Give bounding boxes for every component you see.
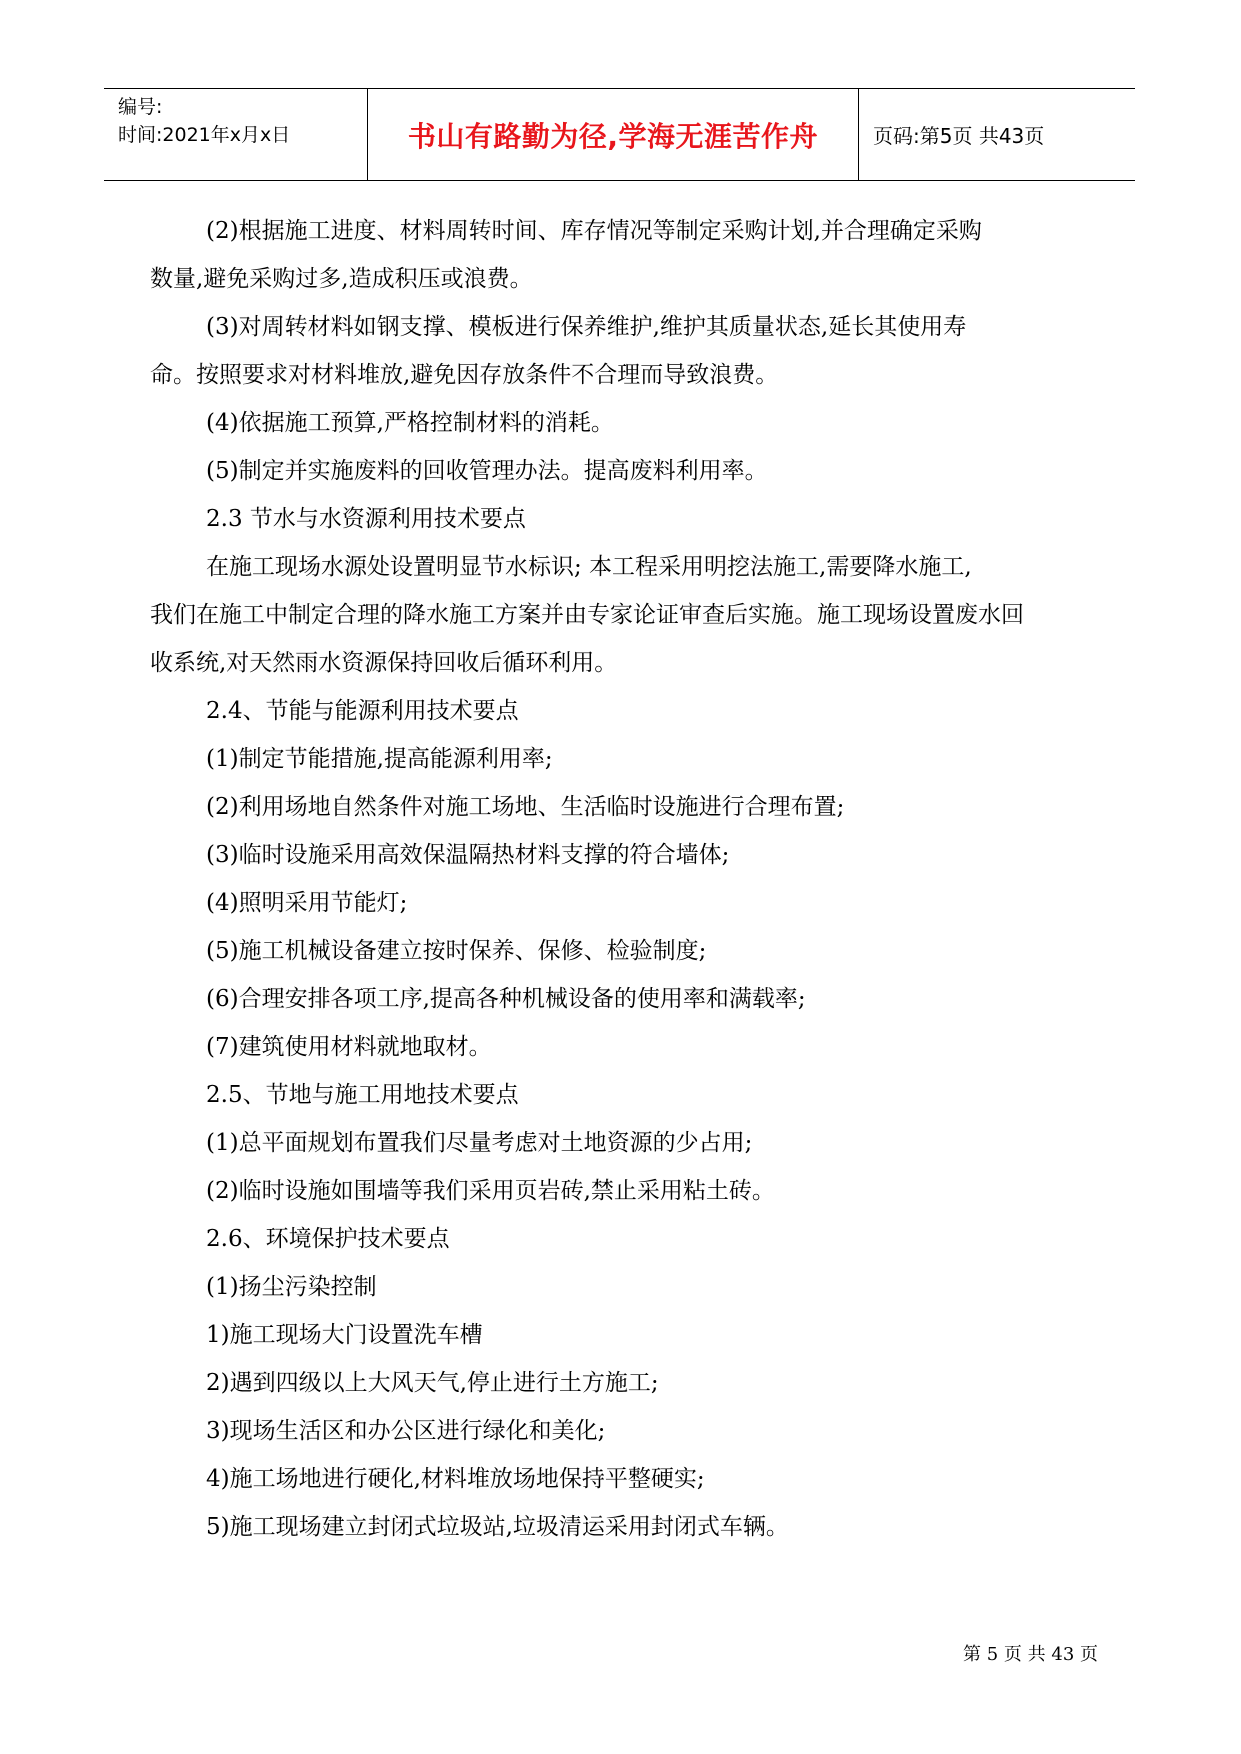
body-paragraph: (2)根据施工进度、材料周转时间、库存情况等制定采购计划,并合理确定采购 — [206, 218, 982, 244]
body-paragraph: 2.5、节地与施工用地技术要点 — [206, 1082, 519, 1108]
body-paragraph: (3)对周转材料如钢支撑、模板进行保养维护,维护其质量状态,延长其使用寿 — [206, 314, 967, 340]
body-paragraph: 3)现场生活区和办公区进行绿化和美化; — [206, 1418, 606, 1444]
header-page-info: 页码:第5页 共43页 — [873, 124, 1045, 148]
body-paragraph: 命。按照要求对材料堆放,避免因存放条件不合理而导致浪费。 — [150, 362, 779, 388]
body-paragraph: 数量,避免采购过多,造成积压或浪费。 — [150, 266, 533, 292]
header-motto-cell — [368, 89, 859, 180]
body-paragraph: (1)制定节能措施,提高能源利用率; — [206, 746, 553, 772]
body-paragraph: (4)照明采用节能灯; — [206, 890, 408, 916]
header-motto: 书山有路勤为径,学海无涯苦作舟 — [407, 119, 819, 153]
body-paragraph: 2.3 节水与水资源利用技术要点 — [206, 506, 526, 532]
body-paragraph: 2.6、环境保护技术要点 — [206, 1226, 450, 1252]
page-footer: 第 5 页 共 43 页 — [963, 1644, 1098, 1665]
body-paragraph: (6)合理安排各项工序,提高各种机械设备的使用率和满载率; — [206, 986, 806, 1012]
body-paragraph: 4)施工场地进行硬化,材料堆放场地保持平整硬实; — [206, 1466, 705, 1492]
body-paragraph: (5)施工机械设备建立按时保养、保修、检验制度; — [206, 938, 707, 964]
body-paragraph: (5)制定并实施废料的回收管理办法。提高废料利用率。 — [206, 458, 768, 484]
body-paragraph: (1)总平面规划布置我们尽量考虑对土地资源的少占用; — [206, 1130, 753, 1156]
header-meta-cell — [104, 89, 368, 180]
body-paragraph: (1)扬尘污染控制 — [206, 1274, 377, 1300]
body-paragraph: 在施工现场水源处设置明显节水标识; 本工程采用明挖法施工,需要降水施工, — [206, 554, 972, 580]
body-paragraph: (4)依据施工预算,严格控制材料的消耗。 — [206, 410, 614, 436]
body-paragraph: (2)临时设施如围墙等我们采用页岩砖,禁止采用粘土砖。 — [206, 1178, 775, 1204]
body-paragraph: (3)临时设施采用高效保温隔热材料支撑的符合墙体; — [206, 842, 730, 868]
body-paragraph: 我们在施工中制定合理的降水施工方案并由专家论证审查后实施。施工现场设置废水回 — [150, 602, 1024, 628]
document-time-label: 时间:2021年x月x日 — [118, 124, 291, 146]
body-paragraph: 5)施工现场建立封闭式垃圾站,垃圾清运采用封闭式车辆。 — [206, 1514, 789, 1540]
body-paragraph: 2.4、节能与能源利用技术要点 — [206, 698, 519, 724]
document-number-label: 编号: — [118, 96, 163, 118]
body-paragraph: 1)施工现场大门设置洗车槽 — [206, 1322, 483, 1348]
document-body — [150, 207, 1095, 1551]
body-paragraph: 2)遇到四级以上大风天气,停止进行土方施工; — [206, 1370, 659, 1396]
body-paragraph: (7)建筑使用材料就地取材。 — [206, 1034, 492, 1060]
header-page-cell — [859, 89, 1135, 180]
body-paragraph: 收系统,对天然雨水资源保持回收后循环利用。 — [150, 650, 618, 676]
body-paragraph: (2)利用场地自然条件对施工场地、生活临时设施进行合理布置; — [206, 794, 845, 820]
page-header — [104, 88, 1135, 181]
